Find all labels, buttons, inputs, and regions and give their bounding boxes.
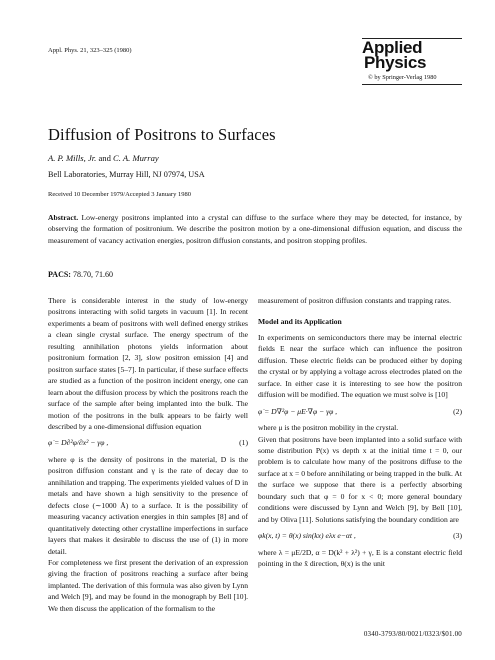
author-line — [48, 153, 159, 163]
right-column — [258, 295, 462, 570]
footer-code: 0340-3793/80/0021/0323/$01.00 — [363, 630, 462, 638]
abstract — [48, 212, 462, 246]
publisher-copyright: © by Springer-Verlag 1980 — [368, 74, 437, 81]
author-conjunction: and — [96, 153, 114, 163]
abstract-text: Low-energy positrons implanted into a crystal can diffuse to the surface where they may be detected, for instance, by observing the formation of positronium. We describe the positron motion by a one-dimensional diffusion equation, and discuss the measurement of vacancy activation energies, positron diffusion constants, and positron stopping profiles. — [48, 213, 462, 245]
equation-3 — [258, 530, 462, 541]
logo-line-1: Applied — [362, 38, 423, 57]
right-paragraph-5: where λ = μE/2D, α = D(k² + λ²) + γ, E is a constant electric field pointing in the x̂ direction, θ(x) is the unit — [258, 547, 462, 569]
right-paragraph-4: Given that positrons have been implanted into a solid surface with some distribution P(x) vs depth x at the initial time t = 0, our problem is to calculate how many of the positrons diffuse to the surface at x = 0 before annihilating or being trapped in the bulk. At the surface we suppose that there is a perfectly absorbing boundary such that φ = 0 for x < 0; more general boundary conditions were discussed by Lynn and Welch [9], by Bell [10], and by Oliva [11]. Solutions satisfying the boundary condition are — [258, 434, 462, 524]
affiliation: Bell Laboratories, Murray Hill, NJ 07974, USA — [48, 170, 205, 179]
equation-1 — [48, 437, 248, 448]
equation-1-body: φ̇ = D∂²φ/∂x² − γφ , — [48, 438, 109, 448]
author-2: C. A. Murray — [113, 153, 159, 163]
left-column — [48, 295, 248, 614]
received-date: Received 10 December 1979/Accepted 3 January 1980 — [48, 191, 191, 198]
equation-3-number: (3) — [453, 531, 462, 541]
section-heading: Model and its Application — [258, 317, 342, 327]
author-1: A. P. Mills, Jr. — [48, 153, 97, 163]
equation-3-body: φk(x, t) = θ(x) sin(kx) eλx e−αt , — [258, 531, 356, 541]
pacs-label: PACS: — [48, 270, 71, 279]
left-paragraph-1: There is considerable interest in the study of low-energy positrons interacting with solid targets in vacuum [1]. In recent experiments a beam of positrons with well defined energy strikes a clean single crystal surface. The energy spectrum of the resulting annihilation photons yields information about positronium formation [2, 3], slow positron emission [4] and positron surface states [5–7]. In particular, if these surface effects are studied as a function of the positron incident energy, one can learn about the diffusion process by which the positrons reach the surface of the sample after being implanted into the bulk. The motion of the positrons in the bulk appears to be fairly well described by a one-dimensional diffusion equation — [48, 296, 248, 431]
journal-reference: Appl. Phys. 21, 323–325 (1980) — [48, 47, 132, 54]
right-paragraph-1: measurement of positron diffusion constants and trapping rates. — [258, 296, 452, 305]
logo-line-2: Physics — [364, 53, 427, 72]
left-paragraph-3: For completeness we first present the derivation of an expression giving the fraction of positrons reaching a surface after being implanted. The derivation of this formula was also given by Lynn and Welch [9], and may be found in the monograph by Bell [10]. We then discuss the application of the formalism to the — [48, 557, 248, 613]
journal-logo — [362, 40, 462, 81]
left-paragraph-2: where φ is the density of positrons in the material, D is the positron diffusion constant and γ is the rate of decay due to annihilation and trapping. The experiments yielded values of D in metals and have shown a high sensitivity to the presence of defects close (∼1000 Å) to a surface. It is the possibility of measuring vacancy activation energies in thin samples [8] and of quantitatively detecting other crystalline imperfections in surface layers that makes it desirable to discuss the use of (1) in more detail. — [48, 454, 248, 556]
right-paragraph-2: In experiments on semiconductors there may be internal electric fields E near the surface which can influence the positron diffusion. These electric fields can be produced either by doping the crystal or by applying a voltage across electrodes plated on the surface. In either case it is interesting to see how the positron diffusion will be modified. The equation we must solve is [10] — [258, 332, 462, 400]
right-paragraph-3: where μ is the positron mobility in the crystal. — [258, 423, 399, 433]
equation-1-number: (1) — [239, 438, 248, 448]
equation-2 — [258, 406, 462, 417]
article-title: Diffusion of Positrons to Surfaces — [48, 125, 276, 144]
pacs-line — [48, 270, 113, 279]
equation-2-body: φ̇ = D∇²φ − μE·∇φ − γφ , — [258, 406, 338, 416]
equation-2-number: (2) — [453, 406, 462, 416]
abstract-label: Abstract. — [48, 213, 79, 222]
pacs-value: 78.70, 71.60 — [70, 270, 113, 279]
logo-bottom-rule — [362, 84, 462, 85]
